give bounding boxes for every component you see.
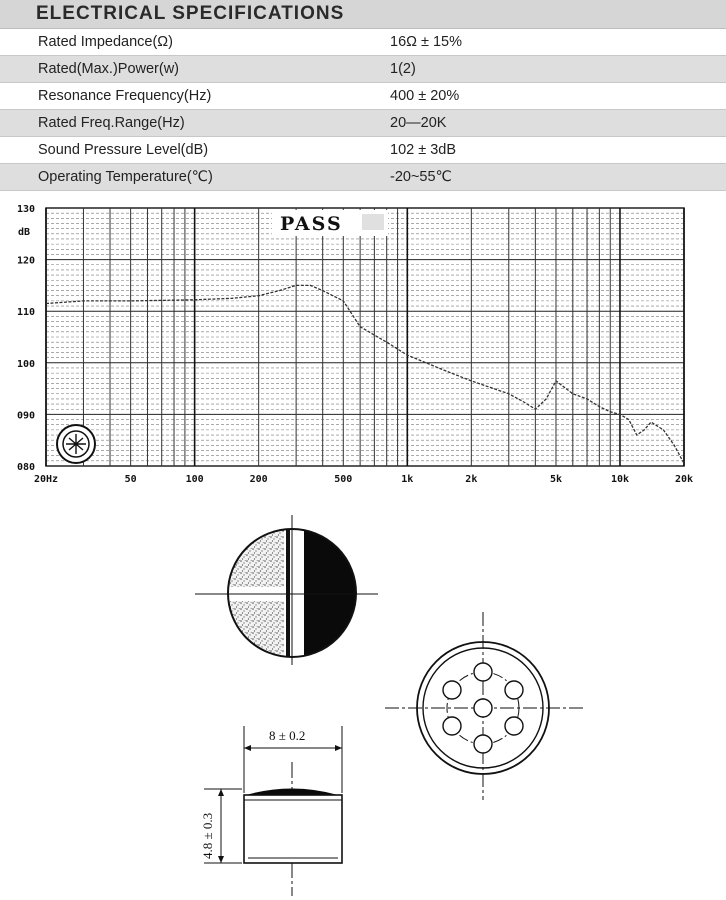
spec-table: [0, 0, 726, 191]
speaker-side-view: [200, 726, 342, 896]
spec-value: -20~55℃: [390, 169, 452, 185]
spec-label: Resonance Frequency(Hz): [38, 88, 212, 104]
hole-icon: [443, 681, 461, 699]
hole-icon: [474, 735, 492, 753]
spec-title-bar: [0, 0, 726, 29]
width-dimension: 8 ± 0.2: [269, 728, 306, 743]
speaker-back-view: [385, 612, 585, 800]
spec-value: 102 ± 3dB: [390, 142, 457, 158]
spec-label: Sound Pressure Level(dB): [38, 142, 209, 158]
y-tick-label: 130: [17, 204, 36, 215]
x-tick-labels: [34, 474, 693, 485]
x-tick-label: 5k: [549, 474, 562, 485]
frequency-response-chart: [0, 196, 726, 496]
hole-icon: [505, 717, 523, 735]
height-dimension: 4.8 ± 0.3: [200, 812, 215, 859]
center-hole-icon: [474, 699, 492, 717]
y-axis-unit: dB: [18, 227, 31, 238]
hole-icon: [443, 717, 461, 735]
certification-logo-icon: [57, 425, 95, 463]
spec-row: [0, 56, 726, 83]
element-top-view: [195, 515, 378, 665]
x-tick-label: 20k: [674, 474, 694, 485]
spec-row: [0, 83, 726, 110]
spec-row: [0, 110, 726, 137]
spec-label: Operating Temperature(℃): [38, 169, 213, 185]
x-tick-label: 200: [249, 474, 268, 485]
x-tick-label: 20Hz: [33, 474, 59, 485]
spec-title: ELECTRICAL SPECIFICATIONS: [36, 3, 345, 24]
x-tick-label: 2k: [465, 474, 478, 485]
y-tick-labels: [17, 204, 35, 473]
hole-icon: [474, 663, 492, 681]
spec-label: Rated Freq.Range(Hz): [38, 115, 185, 131]
mechanical-drawings: [0, 500, 726, 900]
spec-label: Rated(Max.)Power(w): [38, 61, 179, 77]
hole-icon: [505, 681, 523, 699]
x-tick-label: 50: [124, 474, 137, 485]
spec-label: Rated Impedance(Ω): [38, 34, 173, 50]
spec-value: 400 ± 20%: [390, 88, 460, 104]
chart-title: PASS: [280, 213, 343, 235]
y-tick-label: 100: [17, 358, 36, 370]
x-tick-label: 100: [185, 474, 204, 485]
x-tick-label: 1k: [401, 474, 414, 485]
y-tick-label: 080: [17, 462, 36, 473]
title-stamp: [362, 214, 384, 230]
spec-value: 16Ω ± 15%: [390, 34, 463, 50]
spec-value: 20—20K: [390, 115, 447, 131]
y-tick-label: 110: [17, 307, 36, 319]
x-tick-label: 10k: [610, 474, 630, 485]
spec-value: 1(2): [390, 61, 416, 77]
spec-row: [0, 137, 726, 164]
spec-row: [0, 29, 726, 56]
x-tick-label: 500: [334, 474, 353, 485]
y-tick-label: 090: [17, 410, 36, 422]
y-tick-label: 120: [17, 255, 36, 267]
spec-row: [0, 164, 726, 191]
